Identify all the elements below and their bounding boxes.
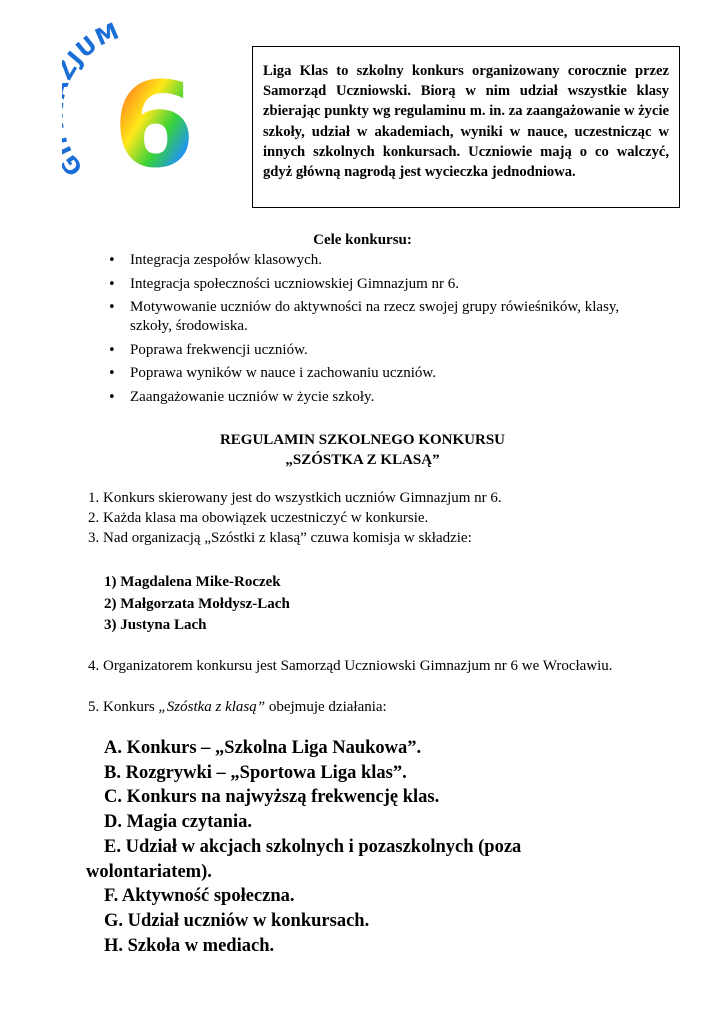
- goal-item: • Integracja zespołów klasowych.: [108, 251, 628, 270]
- regulations-heading: [0, 430, 725, 470]
- point-5-italic-title: „Szóstka z klasą”: [158, 699, 266, 715]
- point-5-prefix: 5. Konkurs: [88, 699, 159, 715]
- regulation-point-1: 1. Konkurs skierowany jest do wszystkich uczniów Gimnazjum nr 6.: [88, 490, 502, 506]
- regulation-point-4: 4. Organizatorem konkursu jest Samorząd Uczniowski Gimnazjum nr 6 we Wrocławiu.: [88, 658, 613, 674]
- intro-text: Liga Klas to szkolny konkurs organizowany corocznie przez Samorząd Uczniowski. Biorą w nim udział wszystkie klasy zbierając punkty wg regulaminu m. in. za zaangażowanie w życie szkoły, udział w akademiach, wyniki w nauce, uczestnicząc w innych szkolnych konkursach. Uczniowie mają o co walczyć, gdyż główną nagrodą jest wycieczka jednodniowa.: [263, 63, 669, 181]
- committee-member: 1) Magdalena Mike-Roczek: [104, 574, 281, 590]
- regulation-point-2: 2. Każda klasa ma obowiązek uczestniczyć w konkursie.: [88, 510, 429, 526]
- action-item: H. Szkoła w mediach.: [104, 935, 275, 956]
- regulation-point-3: 3. Nad organizacją „Szóstki z klasą” czuwa komisja w składzie:: [88, 530, 472, 546]
- actions-list: [86, 736, 646, 958]
- gimnazjum-6-logo-graphic: [62, 18, 212, 188]
- goals-heading: Cele konkursu:: [313, 232, 412, 248]
- action-item: G. Udział uczniów w konkursach.: [104, 910, 370, 931]
- logo-number: 6: [112, 56, 196, 188]
- regulations-heading-line1: REGULAMIN SZKOLNEGO KONKURSU: [219, 432, 506, 448]
- goal-item: • Poprawa wyników w nauce i zachowaniu uczniów.: [108, 364, 628, 383]
- point-5-suffix: obejmuje działania:: [265, 699, 387, 715]
- action-item: A. Konkurs – „Szkolna Liga Naukowa”.: [104, 738, 422, 758]
- goal-item: • Integracja społeczności uczniowskiej Gimnazjum nr 6.: [108, 275, 628, 294]
- regulation-point-5: [88, 697, 387, 717]
- goals-list: [108, 251, 628, 411]
- committee-member: 2) Małgorzata Mołdysz-Lach: [104, 595, 290, 612]
- committee-member: 3) Justyna Lach: [104, 617, 207, 633]
- committee-members: [104, 572, 290, 637]
- goal-item: • Poprawa frekwencji uczniów.: [108, 341, 628, 360]
- goal-item: • Zaangażowanie uczniów w życie szkoły.: [108, 388, 628, 407]
- logo-text: JUM: [63, 18, 124, 71]
- regulations-heading-line2: „SZÓSTKA Z KLASĄ”: [285, 452, 440, 468]
- action-item: C. Konkurs na najwyższą frekwencję klas.: [104, 787, 440, 808]
- action-item: D. Magia czytania.: [104, 812, 252, 833]
- action-item: F. Aktywność społeczna.: [104, 886, 295, 907]
- school-logo: [62, 18, 212, 188]
- goal-item: • Motywowanie uczniów do aktywności na rzecz swojej grupy rówieśników, klasy, szkoły, środowiska.: [108, 298, 628, 336]
- action-item: E. Udział w akcjach szkolnych i pozaszkolnych (poza wolontariatem).: [86, 836, 522, 882]
- action-item: B. Rozgrywki – „Sportowa Liga klas”.: [104, 762, 407, 783]
- intro-box: [252, 46, 680, 208]
